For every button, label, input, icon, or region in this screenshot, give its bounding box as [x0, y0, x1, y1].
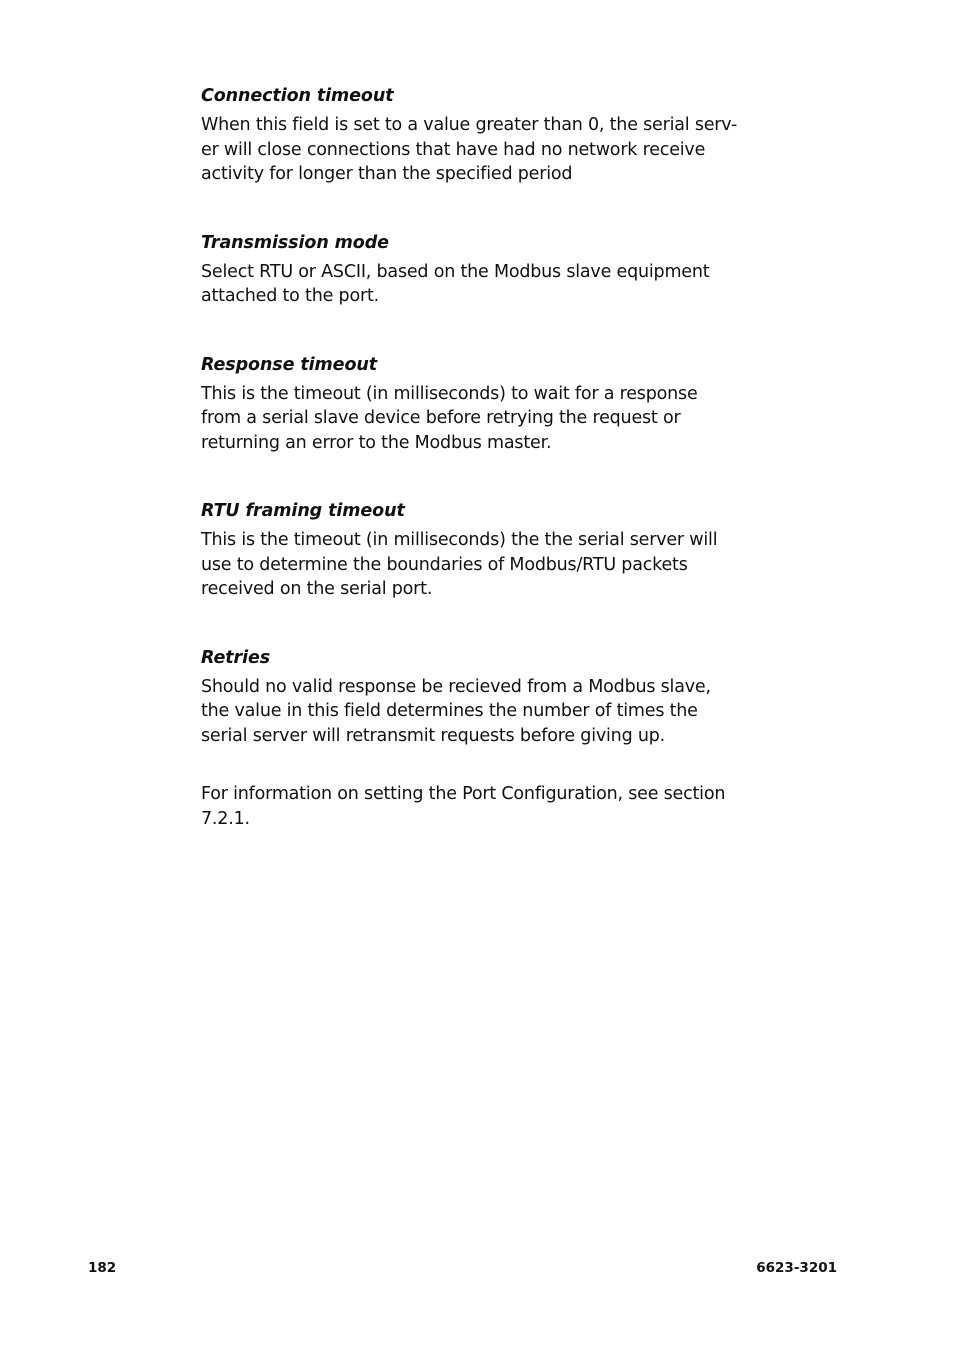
body-line: When this field is set to a value greater than 0, the serial serv- [201, 115, 738, 135]
section-heading: Response timeout [201, 354, 377, 375]
section-heading: Connection timeout [201, 86, 394, 106]
body-line: This is the timeout (in milliseconds) to wait for a response [201, 383, 698, 404]
section-heading: RTU framing timeout [201, 501, 405, 521]
port-configuration-reference [201, 782, 737, 831]
document-number: 6623-3201 [756, 1260, 837, 1276]
footnote-line: For information on setting the Port Configuration, see section [201, 784, 726, 804]
section-rtu-framing-timeout [201, 499, 737, 602]
footnote-line: 7.2.1. [201, 808, 250, 829]
section-response-timeout [201, 353, 737, 456]
body-line: This is the timeout (in milliseconds) the the serial server will [201, 530, 718, 550]
body-line: serial server will retransmit requests before giving up. [201, 725, 666, 746]
body-line: er will close connections that have had no network receive [201, 139, 706, 160]
page-number: 182 [88, 1260, 117, 1276]
body-line: from a serial slave device before retrying the request or [201, 408, 681, 428]
section-transmission-mode [201, 231, 737, 309]
body-line: returning an error to the Modbus master. [201, 432, 552, 453]
section-body [201, 260, 737, 309]
section-connection-timeout [201, 84, 737, 187]
body-line: activity for longer than the specified period [201, 164, 573, 184]
section-heading: Transmission mode [201, 232, 389, 253]
body-line: Should no valid response be recieved from a Modbus slave, [201, 676, 711, 697]
section-retries [201, 646, 737, 749]
section-body [201, 675, 737, 749]
page-content [201, 84, 737, 831]
section-body [201, 528, 737, 602]
body-line: use to determine the boundaries of Modbus/RTU packets [201, 554, 688, 575]
body-line: attached to the port. [201, 286, 379, 306]
section-heading: Retries [201, 647, 271, 668]
body-line: the value in this field determines the number of times the [201, 701, 698, 721]
body-line: Select RTU or ASCII, based on the Modbus slave equipment [201, 261, 710, 282]
body-line: received on the serial port. [201, 579, 433, 599]
section-body [201, 382, 737, 456]
section-body [201, 113, 737, 187]
